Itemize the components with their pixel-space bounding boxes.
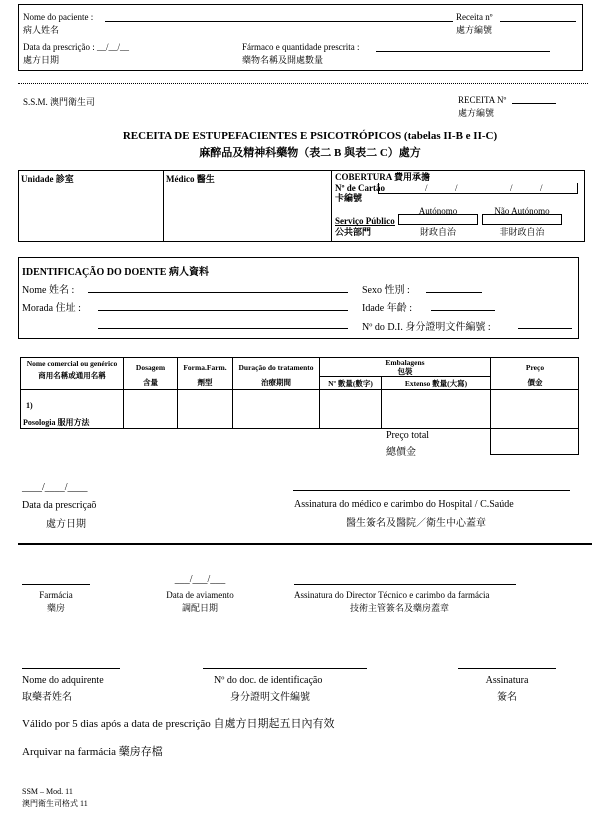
doc-zh: 身分證明文件編號 [230, 692, 310, 703]
page-title: RECEITA DE ESTUPEFACIENTES E PSICOTRÓPICOS (tabelas II-B e II-C) [122, 130, 498, 142]
prescription-date-zh: 處方日期 [23, 55, 60, 65]
embalagens-subline [319, 376, 490, 377]
col-duracao-header [233, 363, 319, 387]
receita-line[interactable] [500, 21, 576, 22]
col-preco-label: Preço [525, 363, 545, 372]
cartao-zh: 卡編號 [335, 193, 363, 203]
receita-no-zh: 處方編號 [458, 108, 495, 118]
receita-zh: 處方編號 [456, 25, 493, 35]
receita-label: Receita nº [456, 12, 493, 22]
table-header-line [20, 389, 579, 390]
form-model: SSM – Mod. 11 [22, 787, 73, 796]
idade-line[interactable] [431, 310, 495, 311]
sexo-label: Sexo 性別 : [362, 285, 410, 296]
doc-line[interactable] [203, 668, 367, 669]
prescription-date-label-2: Data da prescriçaõ [22, 500, 97, 511]
cut-line [18, 83, 588, 84]
receita-no-line[interactable] [512, 103, 556, 104]
archive-note: Arquivar na farmácia 藥房存檔 [22, 746, 163, 758]
cartao-slash-4: / [540, 183, 543, 193]
section-separator [18, 543, 592, 545]
preco-total-zh: 總價金 [386, 447, 416, 458]
di-label: Nº do D.I. 身分證明文件編號 : [362, 322, 491, 333]
farmacia-line[interactable] [22, 584, 90, 585]
col-dosagem-zh: 含量 [143, 378, 158, 387]
farmacia-zh: 藥房 [46, 603, 65, 613]
col-dosagem-header [124, 363, 177, 387]
assinatura-zh: 簽名 [497, 692, 517, 703]
col-preco-header [491, 363, 579, 387]
doente-title: IDENTIFICAÇÃO DO DOENTE 病人資料 [22, 267, 209, 278]
aviamento-label: Data de aviamento [166, 590, 234, 600]
nao-autonomo-label: Não Autónomo [494, 206, 550, 216]
sexo-line[interactable] [426, 292, 482, 293]
medico-label: Médico 醫生 [166, 174, 215, 184]
ssm-label: S.S.M. 澳門衛生司 [23, 97, 96, 107]
patient-name-line[interactable] [105, 21, 453, 22]
cartao-slash-3: / [510, 183, 513, 193]
prescription-date-label[interactable]: Data da prescrição : __/__/__ [23, 42, 129, 52]
unit-divider-2 [331, 170, 332, 242]
col-nome-zh: 商用名稱或通用名稱 [38, 371, 106, 380]
autonomo-zh: 財政自治 [419, 227, 456, 237]
unidade-label: Unidade 診室 [21, 174, 74, 184]
morada-line-1[interactable] [98, 310, 348, 311]
posologia-label: Posologia 服用方法 [23, 418, 90, 427]
aviamento-date-blank[interactable]: ___/___/___ [174, 574, 226, 585]
col-embalagens-header [320, 358, 490, 376]
unit-divider-1 [163, 170, 164, 242]
autonomo-label: Autónomo [418, 206, 458, 216]
doctor-signature-zh: 醫生簽名及醫院／衛生中心蓋章 [346, 518, 486, 529]
morada-line-2[interactable] [98, 328, 348, 329]
prescription-date-zh-2: 處方日期 [46, 519, 86, 530]
col-extenso-header: Extenso 數量(大寫) [404, 379, 468, 388]
aviamento-zh: 調配日期 [181, 603, 218, 613]
drug-zh: 藥物名稱及開處數量 [242, 55, 324, 65]
col-forma-header [178, 363, 232, 387]
assinatura-line[interactable] [458, 668, 556, 669]
col-nome-header [21, 359, 123, 380]
col-dosagem-label: Dosagem [135, 363, 166, 372]
page-title-zh: 麻醉品及精神科藥物（表二 B 與表二 C）處方 [199, 147, 421, 159]
preco-total-label: Preço total [386, 430, 430, 441]
adquirente-zh: 取藥者姓名 [22, 692, 72, 703]
morada-label: Morada 住址 : [22, 303, 81, 314]
col-num-header: Nº 數量(數字) [328, 379, 373, 388]
drug-label: Fármaco e quantidade prescrita : [242, 42, 360, 52]
nao-autonomo-checkbox[interactable] [482, 214, 562, 225]
drug-line[interactable] [376, 51, 550, 52]
cartao-slash-1: / [425, 183, 428, 193]
patient-name-label: Nome do paciente : [23, 12, 94, 22]
col-forma-label: Forma.Farm. [183, 363, 227, 372]
cobertura-label: COBERTURA 費用承擔 [335, 172, 430, 182]
doctor-signature-label: Assinatura do médico e carimbo do Hospital / C.Saúde [294, 499, 514, 510]
director-label: Assinatura do Director Técnico e carimbo da farmácia [294, 590, 490, 600]
doctor-signature-line[interactable] [293, 490, 570, 491]
cartao-number-field[interactable] [378, 183, 578, 194]
doc-label: Nº do doc. de identificação [214, 675, 323, 686]
col-embalagens-zh: 包裝 [397, 367, 413, 376]
servico-label: Serviço Público [335, 216, 395, 226]
nome-line[interactable] [88, 292, 348, 293]
form-model-zh: 澳門衛生司格式 11 [22, 799, 88, 808]
director-zh: 技術主管簽名及藥房蓋章 [350, 603, 450, 613]
col-preco-zh: 價金 [527, 378, 543, 387]
di-line[interactable] [518, 328, 572, 329]
adquirente-label: Nome do adquirente [22, 675, 104, 686]
assinatura-label: Assinatura [485, 675, 529, 686]
servico-zh: 公共部門 [335, 227, 372, 237]
autonomo-checkbox[interactable] [398, 214, 478, 225]
col-duracao-label: Duração do tratamento [238, 363, 314, 372]
receita-no-label: RECEITA Nº [458, 95, 507, 105]
cartao-slash-2: / [455, 183, 458, 193]
idade-label: Idade 年齡 : [362, 303, 412, 314]
farmacia-label: Farmácia [39, 590, 73, 600]
director-signature-line[interactable] [294, 584, 516, 585]
nome-label: Nome 姓名 : [22, 285, 75, 296]
validity-note: Válido por 5 dias após a data de prescrição 自處方日期起五日內有效 [22, 718, 335, 730]
col-nome-label: Nome comercial ou genérico [26, 359, 118, 368]
cartao-label: Nº de Cartão [335, 183, 385, 193]
preco-total-field[interactable] [490, 428, 579, 455]
nao-autonomo-zh: 非財政自治 [499, 227, 545, 237]
prescription-date-blank[interactable]: ____/____/____ [22, 482, 88, 493]
row-item-number: 1) [26, 401, 33, 410]
adquirente-line[interactable] [22, 668, 120, 669]
col-duracao-zh: 治療期間 [261, 378, 291, 387]
col-forma-zh: 劑型 [197, 378, 213, 387]
servico-underline [335, 225, 395, 226]
col-embalagens-label: Embalagens [385, 358, 425, 367]
patient-name-zh: 病人姓名 [23, 25, 60, 35]
